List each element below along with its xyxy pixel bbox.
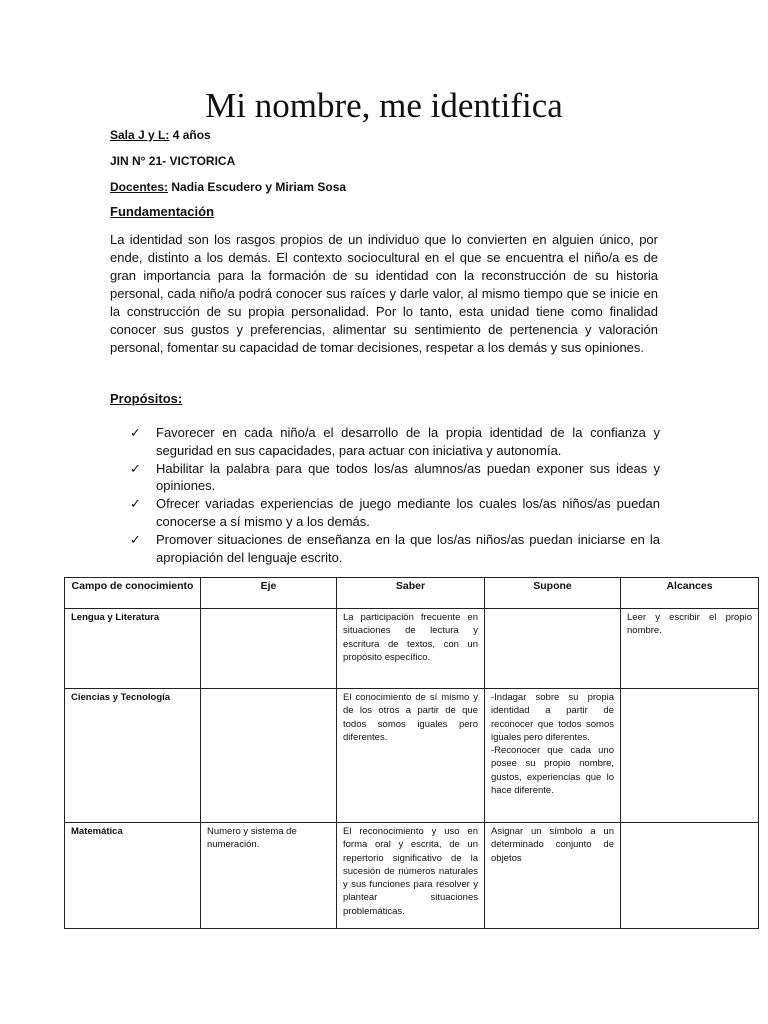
header-campo: Campo de conocimiento [65, 578, 201, 609]
sala-value: 4 años [169, 128, 211, 142]
jin-line: JIN N° 21- VICTORICA [110, 154, 236, 168]
supone-line: -Reconocer que cada uno posee su propio nombre, gustos, experiencias que lo hace diferente. [491, 745, 614, 797]
cell-supone: Asignar un símbolo a un determinado conjunto de objetos [485, 823, 621, 929]
cell-saber: El reconocimiento y uso en forma oral y escrita, de un repertorio significativo de la sucesión de números naturales y sus funciones para resolver y plantear situaciones problemáticas. [337, 823, 485, 929]
cell-supone [485, 689, 621, 823]
proposito-text: Habilitar la palabra para que todos los/as alumnos/as puedan exponer sus ideas y opiniones. [156, 460, 660, 494]
check-icon: ✓ [130, 460, 141, 476]
check-icon: ✓ [130, 425, 141, 440]
table-row [65, 823, 759, 929]
sala-label: Sala J y L: [110, 128, 170, 142]
cell-campo: Ciencias y Tecnología [65, 689, 201, 823]
header-supone: Supone [485, 578, 621, 609]
supone-line: -Indagar sobre su propia identidad a partir de reconocer que todos somos iguales pero diferentes. [491, 692, 614, 743]
cell-supone [485, 609, 621, 689]
docentes-value: Nadia Escudero y Miriam Sosa [168, 180, 347, 194]
header-eje: Eje [201, 578, 337, 609]
cell-saber: La participación frecuente en situaciones de lectura y escritura de textos, con un propósito específico. [337, 609, 485, 689]
proposito-item [130, 531, 660, 567]
proposito-text: Favorecer en cada niño/a el desarrollo de la propia identidad de la confianza y seguridad en sus capacidades, para actuar con iniciativa y autonomía. [156, 425, 660, 458]
fundamentacion-heading: Fundamentación [110, 204, 215, 219]
cell-saber: El conocimiento de sí mismo y de los otros a partir de que todos somos iguales pero diferentes. [337, 689, 485, 823]
fundamentacion-body: La identidad son los rasgos propios de un individuo que lo convierten en alguien único, por ende, distinto a los demás. El contexto sociocultural en el que se encuentra el niño/a es de gran importancia para la formación de su identidad con la reconstrucción de su historia personal, cada niño/a podrá conocer sus raíces y darle valor, al mismo tiempo que se inicie en la construcción de su propia personalidad. Por lo tanto, esta unidad tiene como finalidad conocer sus gustos y preferencias, alimentar su sentimiento de pertenencia y valoración personal, fomentar su capacidad de tomar decisiones, respetar a los demás y sus opiniones. [110, 232, 658, 355]
cell-campo: Lengua y Literatura [65, 609, 201, 689]
header-saber: Saber [337, 578, 485, 609]
cell-eje [201, 689, 337, 823]
proposito-item [130, 424, 660, 460]
proposito-text: Promover situaciones de enseñanza en la que los/as niños/as puedan iniciarse en la apropiación del lenguaje escrito. [156, 531, 660, 565]
cell-eje [201, 609, 337, 689]
check-icon: ✓ [130, 531, 141, 547]
proposito-item [130, 495, 660, 531]
cell-alcances [621, 823, 759, 929]
document-title: Mi nombre, me identifica [205, 86, 563, 125]
table-header-row [65, 578, 759, 609]
proposito-text: Ofrecer variadas experiencias de juego mediante los cuales los/as niños/as puedan conocerse a sí mismo y a los demás. [156, 496, 660, 529]
docentes-line [110, 179, 346, 195]
cell-alcances [621, 689, 759, 823]
table-row [65, 609, 759, 689]
check-icon: ✓ [130, 496, 141, 512]
docentes-label: Docentes: [110, 180, 169, 194]
sala-line [110, 127, 211, 143]
cell-eje: Numero y sistema de numeración. [201, 823, 337, 929]
cell-alcances: Leer y escribir el propio nombre. [621, 609, 759, 689]
planning-table [64, 577, 759, 929]
proposito-item [130, 460, 660, 496]
propositos-list [130, 424, 660, 566]
cell-campo: Matemática [65, 823, 201, 929]
propositos-heading: Propósitos: [110, 391, 183, 406]
header-alcances: Alcances [621, 578, 759, 609]
table-row [65, 689, 759, 823]
